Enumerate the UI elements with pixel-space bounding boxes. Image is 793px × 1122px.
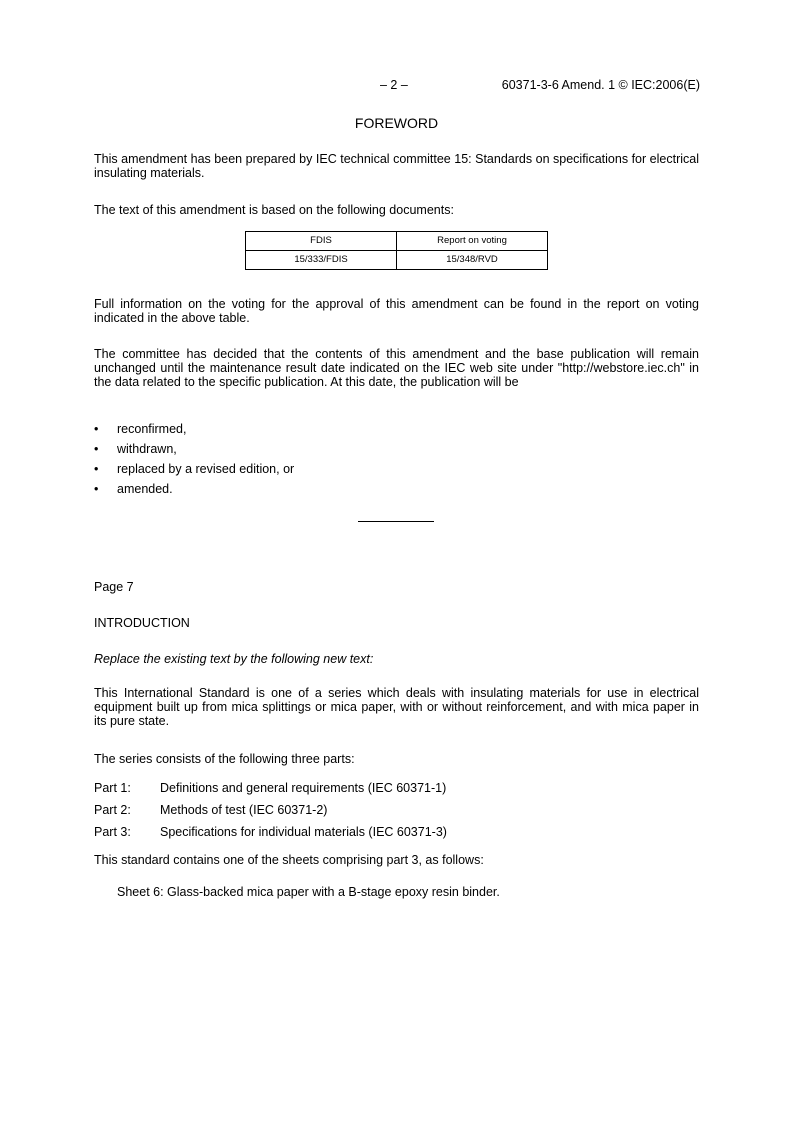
- bullet-icon: •: [94, 482, 99, 496]
- bullet-icon: •: [94, 422, 99, 436]
- foreword-paragraph-4: The committee has decided that the contents of this amendment and the base publication will remain unchanged until the maintenance result date indicated on the IEC web site under "http://webstore.iec.ch" in the data related to the specific publication. At this date, the publication will be: [94, 347, 699, 389]
- introduction-paragraph-2: The series consists of the following three parts:: [94, 752, 355, 766]
- page-number: – 2 –: [380, 78, 408, 92]
- foreword-title: FOREWORD: [354, 115, 439, 131]
- list-item-text: withdrawn,: [117, 442, 177, 456]
- bullet-icon: •: [94, 462, 99, 476]
- table-cell: 15/348/RVD: [397, 251, 548, 270]
- list-item: [94, 482, 594, 502]
- sheet-description: Sheet 6: Glass-backed mica paper with a B-stage epoxy resin binder.: [117, 885, 500, 899]
- introduction-paragraph-1: This International Standard is one of a series which deals with insulating materials for use in electrical equipment built up from mica splittings or mica paper, with or without reinforcement, and with mica paper in its pure state.: [94, 686, 699, 728]
- amendment-instruction: Replace the existing text by the following new text:: [94, 652, 374, 666]
- part-label: Part 3:: [94, 825, 131, 839]
- list-item-text: reconfirmed,: [117, 422, 187, 436]
- table-header-cell: FDIS: [246, 232, 397, 251]
- list-item-text: replaced by a revised edition, or: [117, 462, 295, 476]
- foreword-paragraph-3: Full information on the voting for the approval of this amendment can be found in the report on voting indicated in the above table.: [94, 297, 699, 325]
- list-item: [94, 803, 694, 823]
- voting-documents-table: [245, 231, 548, 270]
- foreword-paragraph-1: This amendment has been prepared by IEC technical committee 15: Standards on specifications for electrical insulating materials.: [94, 152, 699, 180]
- page-reference: Page 7: [94, 580, 134, 594]
- introduction-paragraph-3: This standard contains one of the sheets comprising part 3, as follows:: [94, 853, 484, 867]
- list-item: [94, 462, 594, 482]
- foreword-paragraph-2: The text of this amendment is based on the following documents:: [94, 203, 454, 217]
- part-description: Specifications for individual materials (IEC 60371-3): [160, 825, 447, 839]
- part-description: Definitions and general requirements (IEC 60371-1): [160, 781, 447, 795]
- table-header-row: [246, 232, 548, 251]
- list-item: [94, 781, 694, 801]
- section-heading: INTRODUCTION: [94, 616, 190, 630]
- list-item-text: amended.: [117, 482, 173, 496]
- document-reference: 60371-3-6 Amend. 1 © IEC:2006(E): [501, 78, 700, 92]
- bullet-icon: •: [94, 442, 99, 456]
- table-cell: 15/333/FDIS: [246, 251, 397, 270]
- table-row: [246, 251, 548, 270]
- table-header-cell: Report on voting: [397, 232, 548, 251]
- list-item: [94, 442, 594, 462]
- list-item: [94, 825, 694, 845]
- section-divider: [358, 521, 434, 522]
- part-description: Methods of test (IEC 60371-2): [160, 803, 328, 817]
- part-label: Part 1:: [94, 781, 131, 795]
- list-item: [94, 422, 594, 442]
- part-label: Part 2:: [94, 803, 131, 817]
